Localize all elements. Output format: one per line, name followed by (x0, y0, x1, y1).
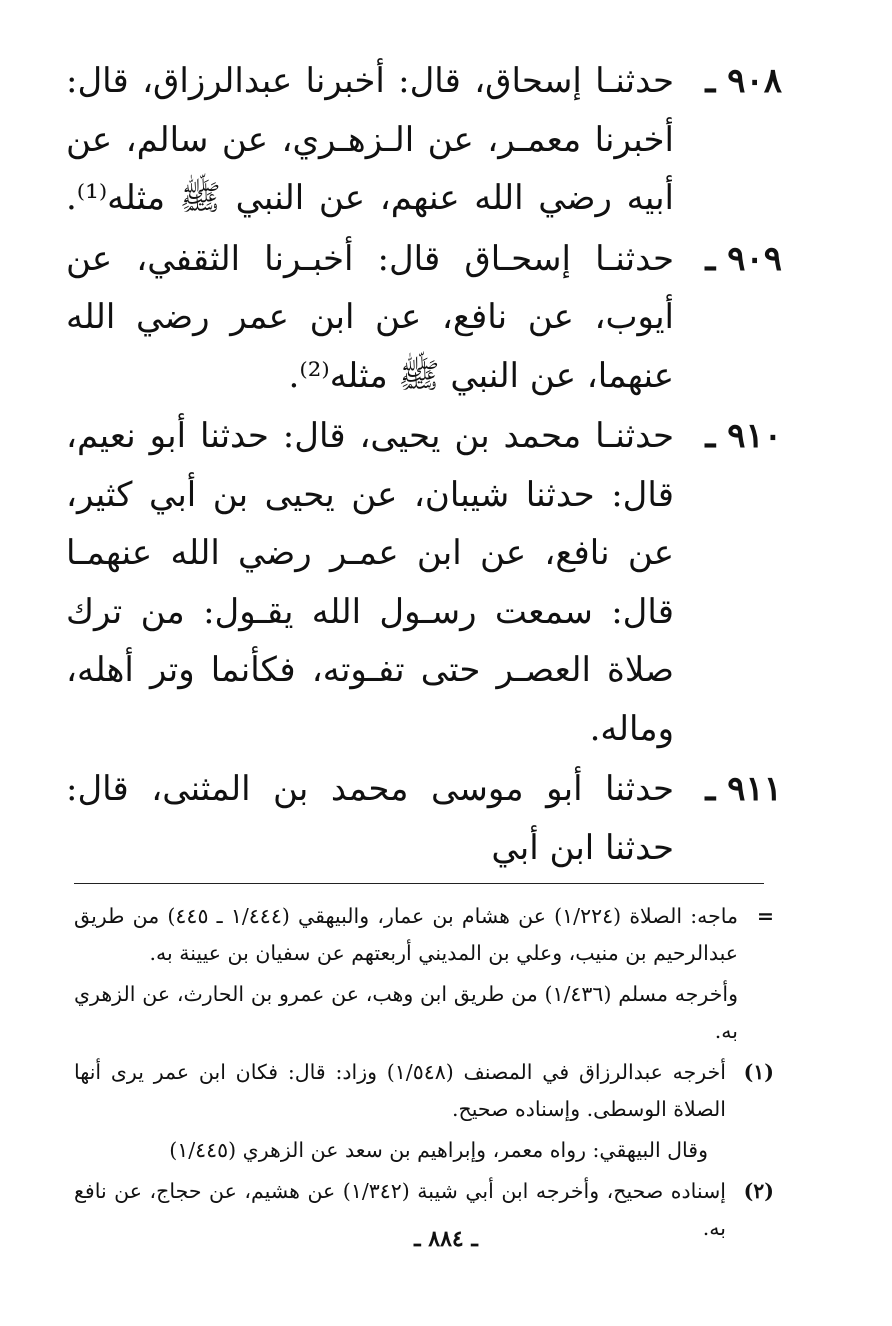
footnote-continuation (74, 898, 774, 972)
footnote-1 (74, 1054, 774, 1128)
hadith-number: ٩٠٨ ـ (705, 61, 782, 101)
footnotes (66, 898, 782, 1247)
continuation-text: ماجه: الصلاة (١/٢٢٤) عن هشام بن عمار، والبيهقي (١/٤٤٤ ـ ٤٤٥) من طريق عبدالرحيم بن منيب، وعلي بن المديني أربعتهم عن سفيان بن عيينة به. (74, 904, 739, 965)
footnote-marker: (١) (743, 1060, 774, 1084)
continuation-mark: = (756, 904, 774, 928)
hadith-number: ٩١٠ ـ (705, 416, 782, 456)
footnote-separator (74, 883, 764, 884)
footnote-text: إسناده صحيح، وأخرجه ابن أبي شيبة (١/٣٤٢) عن هشيم، عن حجاج، عن نافع به. (74, 1179, 726, 1240)
footnote-marker: (٢) (743, 1179, 774, 1203)
hadith-911 (66, 760, 782, 877)
hadith-number: ٩٠٩ ـ (705, 238, 782, 279)
footnote-text: أخرجه عبدالرزاق في المصنف (١/٥٤٨) وزاد: قال: فكان ابن عمر يرى أنها الصلاة الوسطى. وإسناده صحيح. (74, 1060, 726, 1121)
hadith-908 (66, 52, 782, 228)
footnote-1-sub: وقال البيهقي: رواه معمر، وإبراهيم بن سعد عن الزهري (١/٤٤٥) (169, 1138, 708, 1162)
hadith-text: حدثنـا محمد بن يحيى، قال: حدثنا أبو نعيم، قال: حدثنا شيبان، عن يحيى بن أبي كثير، عن نافع، عن ابن عمـر رضي الله عنهمـا قال: سمعت رسـول الله يقـول: من ترك صلاة العصـر حتى تفـوته، فكأنما وتر أهله، وماله. (66, 416, 674, 749)
hadith-text: حدثنا أبو موسى محمد بن المثنى، قال: حدثنا ابن أبي (66, 769, 674, 868)
page-number: ـ ٨٨٤ ـ (414, 1226, 478, 1252)
hadith-text: حدثنـا إسحاق، قال: أخبرنا عبدالرزاق، قال: أخبرنا معمـر، عن الـزهـري، عن سالم، عن أبيه رضي الله عنهم، عن النبي ﷺ مثله⁽¹⁾. (66, 61, 674, 218)
page-body (66, 52, 782, 1247)
hadith-910 (66, 407, 782, 758)
hadith-text: حدثنـا إسحـاق قال: أخبـرنا الثقفي، عن أيوب، عن نافع، عن ابن عمر رضي الله عنهما، عن النبي ﷺ مثله⁽²⁾. (66, 238, 674, 396)
hadith-number: ٩١١ ـ (705, 769, 782, 809)
continuation-paragraph: وأخرجه مسلم (١/٤٣٦) من طريق ابن وهب، عن عمرو بن الحارث، عن الزهري به. (74, 982, 738, 1043)
hadith-909 (66, 230, 782, 406)
